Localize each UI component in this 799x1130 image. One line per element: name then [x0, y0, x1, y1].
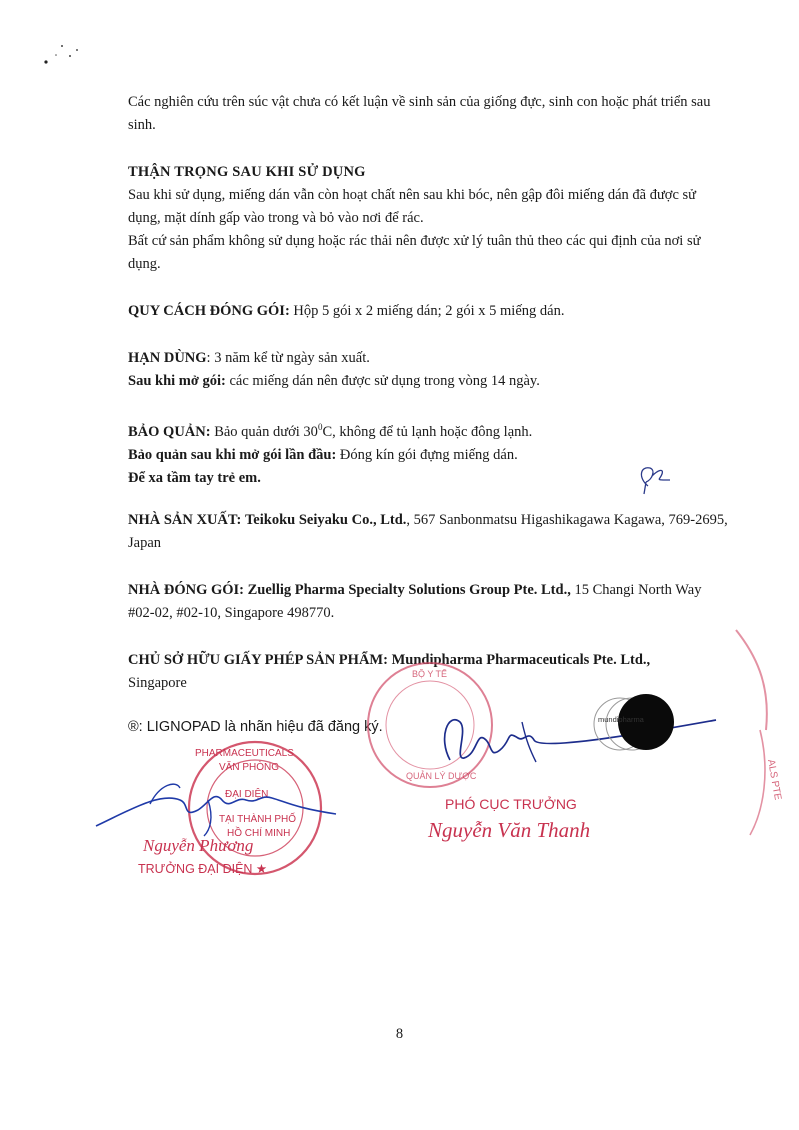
shelf-life-section [128, 347, 728, 393]
manufacturer-address: , 567 Sanbonmatsu Higashikagawa Kagawa, 769-2695, Japan [128, 512, 728, 551]
shelf-life-value: : 3 năm kể từ ngày sản xuất. [206, 350, 370, 366]
storage-value-b: C, không để tủ lạnh hoặc đông lạnh. [322, 423, 533, 440]
storage-value-a: Bảo quản dưới 30 [210, 423, 318, 440]
manufacturer-name: Teikoku Seiyaku Co., Ltd. [244, 512, 407, 528]
fertility-paragraph [128, 91, 728, 137]
deputy-director-title: PHÓ CỤC TRƯỞNG [445, 796, 577, 812]
stamp-line-2: ĐẠI DIỆN [225, 789, 269, 800]
license-holder-country: Singapore [128, 675, 187, 691]
packaging-section [128, 300, 728, 323]
after-opening-value: các miếng dán nên được sử dụng trong vòng 14 ngày. [225, 373, 540, 389]
initials-signature [630, 458, 690, 498]
precautions-section [128, 161, 728, 276]
precautions-heading: THẬN TRỌNG SAU KHI SỬ DỤNG [128, 164, 366, 180]
manufacturer-label: NHÀ SẢN XUẤT: [128, 512, 242, 528]
packager-label: NHÀ ĐÓNG GÓI: [128, 582, 244, 598]
state-stamp-bottom: QUẢN LÝ DƯỢC [406, 771, 477, 781]
shelf-life-label: HẠN DÙNG [128, 350, 207, 366]
scan-specks [40, 36, 90, 76]
representative-title: TRƯỞNG ĐẠI DIỆN ★ [138, 862, 268, 876]
packager-name: Zuellig Pharma Specialty Solutions Group Pte. Ltd., [247, 582, 571, 598]
page-number: 8 [395, 1026, 404, 1042]
stamp-line-4: HỒ CHÍ MINH [227, 828, 291, 839]
fertility-text: Các nghiên cứu trên súc vật chưa có kết luận về sinh sản của giống đực, sinh con hoặc phát triển sau sinh. [128, 94, 711, 133]
license-holder-label: CHỦ SỞ HỮU GIẤY PHÉP SẢN PHẨM: [128, 652, 388, 668]
precautions-text-1: Sau khi sử dụng, miếng dán vẫn còn hoạt chất nên sau khi bóc, nên gập đôi miếng dán đã được sử dụng, mặt dính gấp vào trong và bỏ vào nơi để rác. [128, 187, 697, 226]
after-opening-label: Sau khi mở gói: [128, 373, 226, 389]
storage-children-warning: Để xa tầm tay trẻ em. [128, 469, 261, 486]
stamp-arc-text: PHARMACEUTICALS [195, 748, 294, 759]
license-holder-name: Mundipharma Pharmaceuticals Pte. Ltd., [391, 652, 651, 668]
storage-after-open-label: Bảo quản sau khi mở gói lần đầu: [128, 446, 337, 463]
storage-label: BẢO QUẢN: [128, 423, 211, 440]
packager-address: 15 Changi North Way #02-02, #02-10, Singapore 498770. [128, 582, 702, 621]
representative-signature [90, 770, 340, 840]
storage-after-open-value: Đóng kín gói đựng miếng dán. [336, 446, 518, 463]
representative-name: Nguyễn Phương [143, 836, 254, 855]
deputy-director-name: Nguyễn Văn Thanh [428, 818, 591, 842]
packaging-value: Hộp 5 gói x 2 miếng dán; 2 gói x 5 miếng dán. [293, 303, 565, 319]
precautions-text-2: Bất cứ sản phẩm không sử dụng hoặc rác thải nên được xử lý tuân thủ theo các qui định của nơi sử dụng. [128, 233, 701, 272]
right-stamp-text: ALS PTE [765, 758, 784, 802]
state-stamp-top: BỘ Y TẾ [412, 669, 448, 679]
mundipharma-wordmark: mundipharma [598, 715, 644, 724]
packager-section [128, 579, 728, 625]
mundipharma-logo [590, 690, 690, 760]
stamp-line-1: VĂN PHÒNG [219, 762, 280, 773]
trademark-text: ®: LIGNOPAD là nhãn hiệu đã đăng ký. [128, 719, 383, 735]
manufacturer-section [128, 509, 728, 555]
right-edge-stamp [730, 620, 799, 840]
packaging-label: QUY CÁCH ĐÓNG GÓI: [128, 303, 290, 319]
storage-degree: 0 [317, 422, 323, 432]
stamp-line-3: TẠI THÀNH PHỐ [219, 814, 297, 825]
